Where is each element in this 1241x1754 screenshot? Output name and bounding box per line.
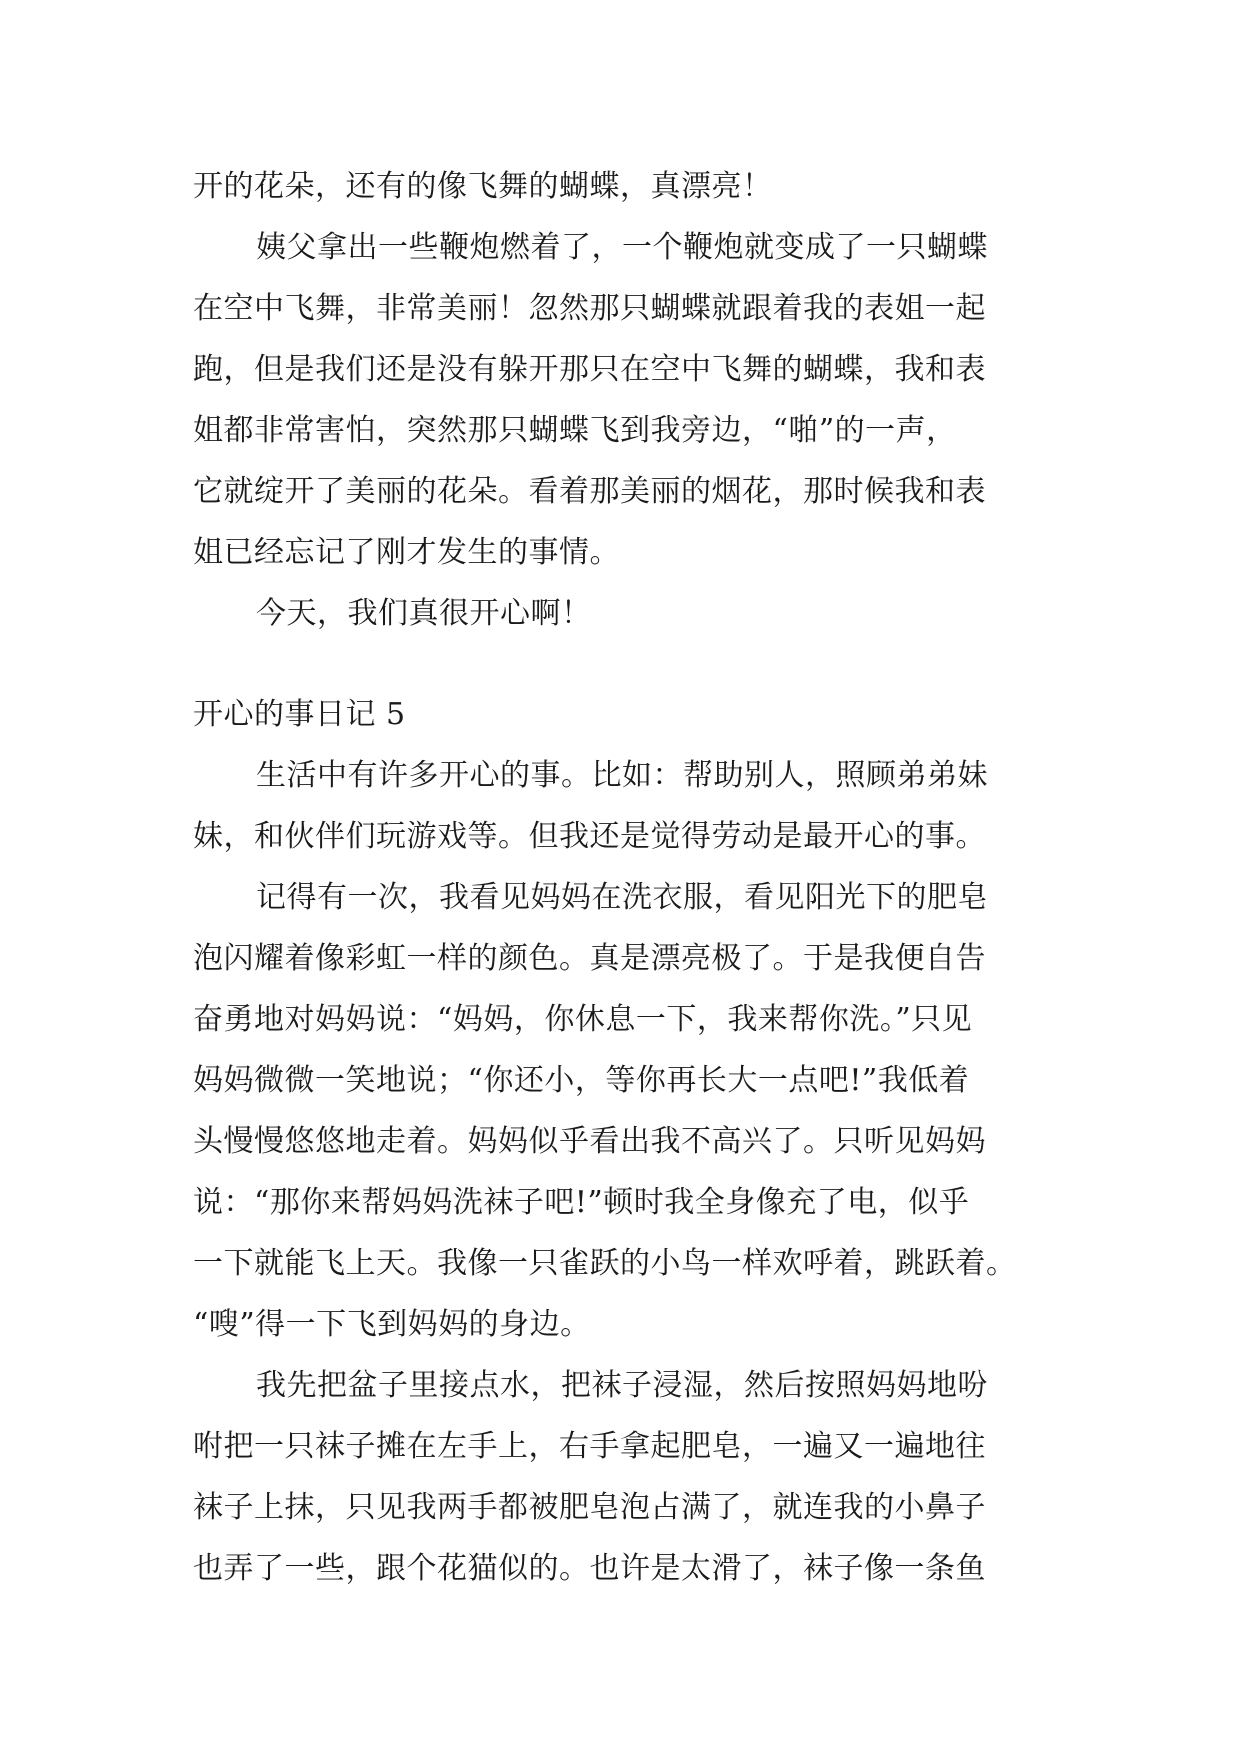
text-line: 妹，和伙伴们玩游戏等。但我还是觉得劳动是最开心的事。 xyxy=(193,819,986,854)
text-line: 头慢慢悠悠地走着。妈妈似乎看出我不高兴了。只听见妈妈 xyxy=(193,1124,986,1159)
text-line: 姐已经忘记了刚才发生的事情。 xyxy=(193,535,620,570)
text-line: 在空中飞舞，非常美丽！忽然那只蝴蝶就跟着我的表姐一起 xyxy=(193,291,986,326)
text-line: 泡闪耀着像彩虹一样的颜色。真是漂亮极了。于是我便自告 xyxy=(193,941,986,976)
text-line: 姐都非常害怕，突然那只蝴蝶飞到我旁边，“啪”的一声， xyxy=(193,413,957,448)
text-line: 一下就能飞上天。我像一只雀跃的小鸟一样欢呼着，跳跃着。 xyxy=(193,1246,1017,1281)
text-line: 开的花朵，还有的像飞舞的蝴蝶，真漂亮！ xyxy=(193,169,773,204)
text-line: 它就绽开了美丽的花朵。看着那美丽的烟花，那时候我和表 xyxy=(193,474,986,509)
text-line: 记得有一次，我看见妈妈在洗衣服，看见阳光下的肥皂 xyxy=(256,880,988,915)
text-line: 跑，但是我们还是没有躲开那只在空中飞舞的蝴蝶，我和表 xyxy=(193,352,986,387)
text-line: 生活中有许多开心的事。比如：帮助别人，照顾弟弟妹 xyxy=(256,758,988,793)
text-line: 今天，我们真很开心啊！ xyxy=(256,596,592,631)
text-line: 说：“那你来帮妈妈洗袜子吧!”顿时我全身像充了电，似乎 xyxy=(193,1185,970,1220)
text-line: 袜子上抹，只见我两手都被肥皂泡占满了，就连我的小鼻子 xyxy=(193,1490,986,1525)
text-line: 姨父拿出一些鞭炮燃着了，一个鞭炮就变成了一只蝴蝶 xyxy=(256,230,988,265)
text-line: “嗖”得一下飞到妈妈的身边。 xyxy=(193,1307,591,1342)
text-line: 妈妈微微一笑地说；“你还小，等你再长大一点吧!”我低着 xyxy=(193,1063,970,1098)
text-line: 我先把盆子里接点水，把袜子浸湿，然后按照妈妈地吩 xyxy=(256,1368,988,1403)
text-line: 咐把一只袜子摊在左手上，右手拿起肥皂，一遍又一遍地往 xyxy=(193,1429,986,1464)
text-line: 也弄了一些，跟个花猫似的。也许是太滑了，袜子像一条鱼 xyxy=(193,1551,986,1586)
text-line: 奋勇地对妈妈说：“妈妈，你休息一下，我来帮你洗。”只见 xyxy=(193,1002,973,1037)
section-heading: 开心的事日记 5 xyxy=(193,697,406,732)
